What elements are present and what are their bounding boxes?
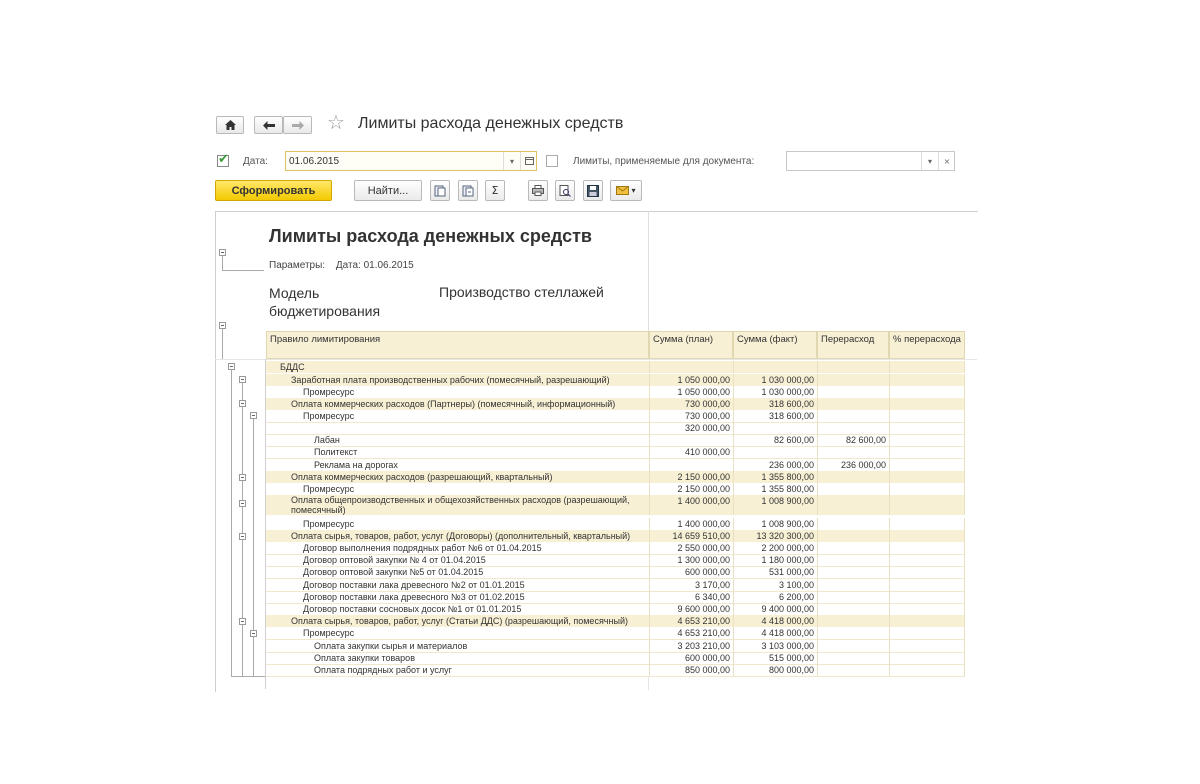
- cell-rule: Договор поставки сосновых досок №1 от 01.01.2015: [303, 604, 522, 614]
- cell-fact: [733, 361, 817, 373]
- outline-collapse-icon[interactable]: [239, 376, 246, 383]
- cell-overrun: [817, 566, 889, 578]
- cell-rule: Договор оптовой закупки № 4 от 01.04.2015: [303, 555, 486, 565]
- cell-rule: БДДС: [280, 362, 305, 372]
- cell-overrun: [817, 615, 889, 627]
- print-preview-icon: [559, 185, 571, 197]
- cell-overrun-pct: [889, 566, 965, 578]
- cell-overrun: [817, 518, 889, 530]
- cell-overrun-pct: [889, 459, 965, 471]
- limits-dropdown-button[interactable]: [921, 152, 938, 170]
- cell-overrun: [817, 471, 889, 483]
- cell-fact: 2 200 000,00: [733, 542, 817, 554]
- limits-field[interactable]: [786, 151, 955, 171]
- table-row[interactable]: [266, 664, 965, 677]
- back-button[interactable]: [254, 116, 283, 134]
- cell-fact: [733, 422, 817, 434]
- cell-rule: Оплата закупки сырья и материалов: [314, 641, 468, 651]
- cell-plan: 410 000,00: [649, 446, 733, 458]
- cell-rule: Промресурс: [303, 411, 355, 421]
- cell-overrun: [817, 640, 889, 652]
- date-dropdown-button[interactable]: [503, 152, 520, 170]
- cell-fact: 9 400 000,00: [733, 603, 817, 615]
- cell-rule: Политекст: [314, 447, 358, 457]
- cell-overrun-pct: [889, 518, 965, 530]
- cell-plan: 2 150 000,00: [649, 471, 733, 483]
- cell-overrun-pct: [889, 579, 965, 591]
- dropdown-arrow-icon: ▾: [927, 156, 932, 166]
- cell-overrun-pct: [889, 591, 965, 603]
- cell-overrun: [817, 386, 889, 398]
- column-header-overrun-pct: % перерасхода: [889, 331, 965, 359]
- column-header-overrun: Перерасход: [817, 331, 889, 359]
- cell-rule: Реклама на дорогах: [314, 460, 398, 470]
- arrow-right-icon: [292, 121, 304, 130]
- cell-overrun: [817, 652, 889, 664]
- cell-overrun: [817, 530, 889, 542]
- sum-button[interactable]: Σ: [485, 180, 505, 201]
- cell-rule: Договор поставки лака древесного №3 от 01.02.2015: [303, 592, 525, 602]
- cell-fact: 6 200,00: [733, 591, 817, 603]
- cell-overrun-pct: [889, 434, 965, 446]
- cell-overrun-pct: [889, 542, 965, 554]
- cell-rule: Оплата коммерческих расходов (Партнеры) (помесячный, информационный): [291, 399, 616, 409]
- cell-fact: 318 600,00: [733, 410, 817, 422]
- cell-overrun: [817, 664, 889, 676]
- cell-plan: 14 659 510,00: [649, 530, 733, 542]
- cell-fact: 515 000,00: [733, 652, 817, 664]
- tree-line: [253, 418, 254, 676]
- arrow-left-icon: [263, 121, 275, 130]
- favorite-star-icon[interactable]: ☆: [327, 112, 345, 134]
- cell-fact: 4 418 000,00: [733, 615, 817, 627]
- outline-collapse-icon[interactable]: [228, 363, 235, 370]
- cell-plan: 600 000,00: [649, 566, 733, 578]
- cell-plan: 600 000,00: [649, 652, 733, 664]
- expand-groups-button[interactable]: [430, 180, 450, 201]
- params-value: Дата: 01.06.2015: [335, 260, 414, 271]
- cell-rule: Промресурс: [303, 387, 355, 397]
- cell-overrun: [817, 483, 889, 495]
- cell-overrun-pct: [889, 627, 965, 639]
- cell-plan: [649, 361, 733, 373]
- date-value: 01.06.2015: [289, 156, 340, 167]
- date-label: Дата:: [243, 156, 268, 167]
- model-label: Модель бюджетирования: [269, 285, 381, 319]
- cell-rule: Лабан: [314, 435, 340, 445]
- cell-rule: Промресурс: [303, 484, 355, 494]
- cell-overrun-pct: [889, 664, 965, 676]
- save-button[interactable]: [583, 180, 603, 201]
- cell-plan: 1 400 000,00: [649, 495, 733, 515]
- cell-overrun: [817, 422, 889, 434]
- header-divider: [215, 359, 977, 360]
- cell-fact: 1 355 800,00: [733, 483, 817, 495]
- outline-collapse-icon[interactable]: [250, 630, 257, 637]
- calendar-icon: [525, 157, 534, 165]
- cell-plan: 4 653 210,00: [649, 627, 733, 639]
- cell-plan: 850 000,00: [649, 664, 733, 676]
- cell-rule: Оплата общепроизводственных и общехозяйственных расходов (разрешающий, помесячный): [291, 495, 630, 515]
- model-value: Производство стеллажей: [439, 284, 604, 300]
- cell-overrun: 236 000,00: [817, 459, 889, 471]
- cell-rule: Оплата закупки товаров: [314, 653, 415, 663]
- cell-overrun-pct: [889, 398, 965, 410]
- cell-overrun: [817, 446, 889, 458]
- cell-plan: 6 340,00: [649, 591, 733, 603]
- cell-overrun: [817, 579, 889, 591]
- table-row[interactable]: [266, 495, 965, 515]
- cell-overrun-pct: [889, 361, 965, 373]
- outline-collapse-icon[interactable]: [239, 474, 246, 481]
- cell-overrun-pct: [889, 495, 965, 515]
- table-row[interactable]: [266, 566, 965, 579]
- calendar-button[interactable]: [520, 152, 537, 170]
- cell-fact: 3 100,00: [733, 579, 817, 591]
- cell-overrun-pct: [889, 386, 965, 398]
- cell-overrun: [817, 603, 889, 615]
- column-header-fact: Сумма (факт): [733, 331, 817, 359]
- limits-checkbox[interactable]: [546, 155, 558, 167]
- cell-fact: 13 320 300,00: [733, 530, 817, 542]
- cell-rule: Договор выполнения подрядных работ №6 от 01.04.2015: [303, 543, 542, 553]
- cell-rule: Оплата сырья, товаров, работ, услуг (Договоры) (дополнительный, квартальный): [291, 531, 631, 541]
- cell-overrun: [817, 410, 889, 422]
- cell-fact: 1 008 900,00: [733, 495, 817, 515]
- outline-collapse-icon[interactable]: [250, 412, 257, 419]
- cell-fact: [733, 446, 817, 458]
- home-icon: [225, 120, 236, 130]
- cell-overrun: [817, 627, 889, 639]
- cell-fact: 531 000,00: [733, 566, 817, 578]
- table-row[interactable]: [266, 471, 965, 483]
- cell-overrun-pct: [889, 410, 965, 422]
- forward-button[interactable]: [283, 116, 312, 134]
- cell-overrun: [817, 374, 889, 386]
- cell-plan: 1 300 000,00: [649, 554, 733, 566]
- cell-overrun: [817, 398, 889, 410]
- report-title: Лимиты расхода денежных средств: [269, 226, 592, 246]
- expand-groups-icon: [434, 185, 446, 197]
- find-button[interactable]: Найти...: [354, 180, 422, 201]
- column-guide: [648, 676, 649, 690]
- printer-icon: [532, 185, 544, 196]
- cell-plan: 2 150 000,00: [649, 483, 733, 495]
- mail-menu-button[interactable]: [610, 180, 642, 201]
- envelope-icon: [616, 186, 629, 195]
- date-field[interactable]: [285, 151, 537, 171]
- cell-rule: Договор оптовой закупки №5 от 01.04.2015: [303, 567, 484, 577]
- cell-rule: Оплата подрядных работ и услуг: [314, 665, 452, 675]
- cell-fact: 800 000,00: [733, 664, 817, 676]
- cell-plan: 9 600 000,00: [649, 603, 733, 615]
- cell-overrun: [817, 591, 889, 603]
- cell-plan: 320 000,00: [649, 422, 733, 434]
- tree-line: [231, 676, 265, 677]
- cell-fact: 236 000,00: [733, 459, 817, 471]
- window-title: Лимиты расхода денежных средств: [358, 115, 624, 132]
- cell-overrun-pct: [889, 554, 965, 566]
- cell-fact: 1 180 000,00: [733, 554, 817, 566]
- cell-overrun-pct: [889, 640, 965, 652]
- limits-clear-button[interactable]: [938, 152, 955, 170]
- cell-fact: 1 008 900,00: [733, 518, 817, 530]
- dropdown-arrow-icon: ▾: [509, 156, 514, 166]
- cell-rule: [266, 422, 649, 434]
- cell-plan: 730 000,00: [649, 410, 733, 422]
- cell-fact: 3 103 000,00: [733, 640, 817, 652]
- cell-plan: 4 653 210,00: [649, 615, 733, 627]
- outline-collapse-icon[interactable]: [219, 249, 226, 256]
- tree-line: [242, 383, 243, 676]
- dropdown-arrow-icon: ▾: [631, 186, 636, 195]
- save-icon: [587, 185, 599, 197]
- outline-collapse-icon[interactable]: [239, 500, 246, 507]
- params-label: Параметры:: [269, 260, 326, 271]
- table-row[interactable]: [266, 530, 965, 542]
- outline-collapse-icon[interactable]: [219, 322, 226, 329]
- cell-fact: 318 600,00: [733, 398, 817, 410]
- collapse-groups-button[interactable]: [458, 180, 478, 201]
- cell-overrun-pct: [889, 471, 965, 483]
- outline-line: [222, 256, 223, 270]
- cell-overrun: [817, 495, 889, 515]
- cell-fact: 1 355 800,00: [733, 471, 817, 483]
- cell-plan: 1 050 000,00: [649, 374, 733, 386]
- cell-overrun-pct: [889, 483, 965, 495]
- cell-fact: 82 600,00: [733, 434, 817, 446]
- cell-fact: 1 030 000,00: [733, 386, 817, 398]
- outline-line: [222, 270, 264, 271]
- cell-rule: Промресурс: [303, 519, 355, 529]
- date-checkbox[interactable]: [217, 155, 229, 167]
- cell-plan: 2 550 000,00: [649, 542, 733, 554]
- table-row[interactable]: [266, 615, 965, 627]
- cell-rule: Оплата сырья, товаров, работ, услуг (Статьи ДДС) (разрешающий, помесячный): [291, 616, 628, 626]
- cell-plan: 3 170,00: [649, 579, 733, 591]
- cell-rule: Промресурс: [303, 628, 355, 638]
- table-row[interactable]: [266, 398, 965, 410]
- cell-rule: Заработная плата производственных рабочих (помесячный, разрешающий): [291, 375, 610, 385]
- cell-overrun: 82 600,00: [817, 434, 889, 446]
- cell-fact: 1 030 000,00: [733, 374, 817, 386]
- cell-overrun-pct: [889, 374, 965, 386]
- outline-collapse-icon[interactable]: [239, 533, 246, 540]
- cell-overrun-pct: [889, 422, 965, 434]
- cell-overrun-pct: [889, 603, 965, 615]
- table-row[interactable]: [266, 361, 965, 373]
- cell-plan: 730 000,00: [649, 398, 733, 410]
- table-row[interactable]: [266, 446, 965, 459]
- close-icon: ×: [943, 156, 951, 166]
- limits-label: Лимиты, применяемые для документа:: [573, 156, 755, 167]
- cell-overrun-pct: [889, 615, 965, 627]
- cell-rule: Оплата коммерческих расходов (разрешающий, квартальный): [291, 472, 553, 482]
- column-header-rule: Правило лимитирования: [266, 331, 649, 359]
- print-button[interactable]: [528, 180, 548, 201]
- cell-overrun-pct: [889, 530, 965, 542]
- preview-button[interactable]: [555, 180, 575, 201]
- collapse-groups-icon: [462, 185, 474, 197]
- cell-plan: 1 050 000,00: [649, 386, 733, 398]
- cell-overrun-pct: [889, 446, 965, 458]
- home-button[interactable]: [216, 116, 244, 134]
- cell-overrun: [817, 542, 889, 554]
- cell-plan: 3 203 210,00: [649, 640, 733, 652]
- report-params: [269, 260, 414, 271]
- generate-button[interactable]: Сформировать: [215, 180, 332, 201]
- cell-plan: [649, 434, 733, 446]
- cell-rule: Договор поставки лака древесного №2 от 01.01.2015: [303, 580, 525, 590]
- outline-line: [222, 329, 223, 359]
- cell-overrun-pct: [889, 652, 965, 664]
- cell-plan: [649, 459, 733, 471]
- cell-plan: 1 400 000,00: [649, 518, 733, 530]
- tree-line: [231, 370, 232, 676]
- cell-overrun: [817, 554, 889, 566]
- table-row[interactable]: [266, 627, 965, 640]
- cell-fact: 4 418 000,00: [733, 627, 817, 639]
- cell-overrun: [817, 361, 889, 373]
- outline-collapse-icon[interactable]: [239, 618, 246, 625]
- column-divider: [648, 211, 649, 331]
- column-header-plan: Сумма (план): [649, 331, 733, 359]
- table-row[interactable]: [266, 374, 965, 386]
- outline-collapse-icon[interactable]: [239, 400, 246, 407]
